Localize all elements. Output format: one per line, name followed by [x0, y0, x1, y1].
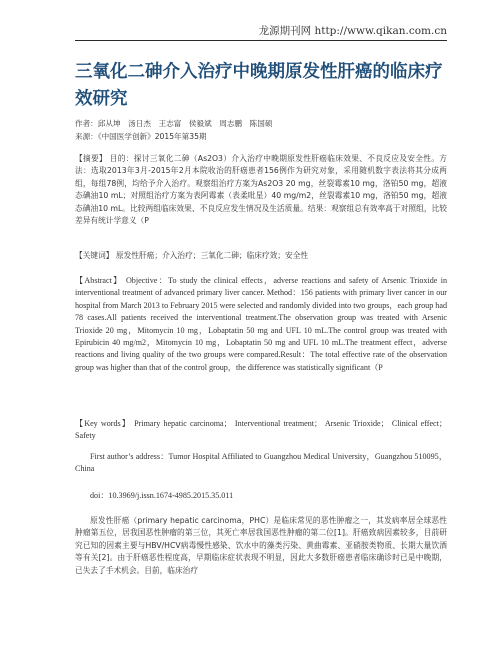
header-site-url: 龙源期刊网 http://www.qikan.com.cn — [258, 25, 447, 37]
keywords-english: 【Key words】 Primary hepatic carcinoma； Interventional treatment； Arsenic Trioxide； Clinical effect； Safety — [75, 419, 447, 441]
article-source: 来源：《中国医学创新》2015年第35期 — [75, 132, 207, 141]
article-authors: 作者：邱从坤 汤日杰 王志富 侯毅斌 周志鹏 陈国硕 — [75, 119, 273, 128]
first-author-address: First author’s address：Tumor Hospital Affiliated to Guangzhou Medical University，Guangzhou 510095，China — [75, 452, 447, 474]
article-title: 三氧化二砷介入治疗中晚期原发性肝癌的临床疗效研究 — [75, 62, 443, 109]
abstract-chinese: 【摘要】 目的：探讨三氧化二砷（As2O3）介入治疗中晚期原发性肝癌临床效果、不良反应及安全性。方法：选取2013年3月-2015年2月本院收治的肝癌患者156例作为研究对象，采用随机数字表法将其分成两组，每组78例，均给予介入治疗。观察组治疗方案为As2O3 20 mg，丝裂霉素10 mg，洛铂50 mg，超液态碘油10 mL；对照组治疗方案为表阿霉素（表柔吡星）40 mg/m2，丝裂霉素10 mg，洛铂50 mg，超液态碘油10 mL。比较两组临床效果、不良反应发生情况及生活质量。结果：观察组总有效率高于对照组，比较差异有统计学意义（P — [75, 154, 447, 226]
header-divider — [75, 40, 447, 41]
doi: doi：10.3969/j.issn.1674-4985.2015.35.011 — [90, 491, 234, 500]
body-paragraph: 原发性肝癌（primary hepatic carcinoma，PHC）是临床常见的恶性肿瘤之一，其发病率居全球恶性肿瘤第五位，居我国恶性肿瘤的第三位，其死亡率居我国恶性肿瘤的第二位[1]。肝癌致病因素较多，目前研究已知的因素主要与HBV/HCV病毒慢性感染、饮水中的藻类污染、黄曲霉素、亚硝胺类物质、长期大量饮酒等有关[2]。由于肝癌恶性程度高，早期临床症状表现不明显，因此大多数肝癌患者临床确诊时已是中晚期，已失去了手术机会。目前，临床治疗 — [75, 516, 447, 575]
keywords-chinese: 【关键词】 原发性肝癌；介入治疗；三氧化二砷；临床疗效；安全性 — [75, 251, 309, 260]
abstract-english: 【Abstract】 Objective：To study the clinical effects，adverse reactions and safety of Arsenic Trioxide in interventional treatment of advanced primary liver cancer. Method：156 patients with primary liver cancer in our hospital from March 2013 to February 2015 were selected and randomly divided into two groups，each group had 78 cases.All patients received the interventional treatment.The observation group was treated with Arsenic Trioxide 20 mg，Mitomycin 10 mg，Lobaptatin 50 mg and UFL 10 mL.The control group was treated with Epirubicin 40 mg/m2，Mitomycin 10 mg，Lobaptatin 50 mg and UFL 10 mL.The treatment effect，adverse reactions and living quality of the two groups were compared.Result：The total effective rate of the observation group was higher than that of the control group，the difference was statistically significant（P — [75, 276, 447, 372]
